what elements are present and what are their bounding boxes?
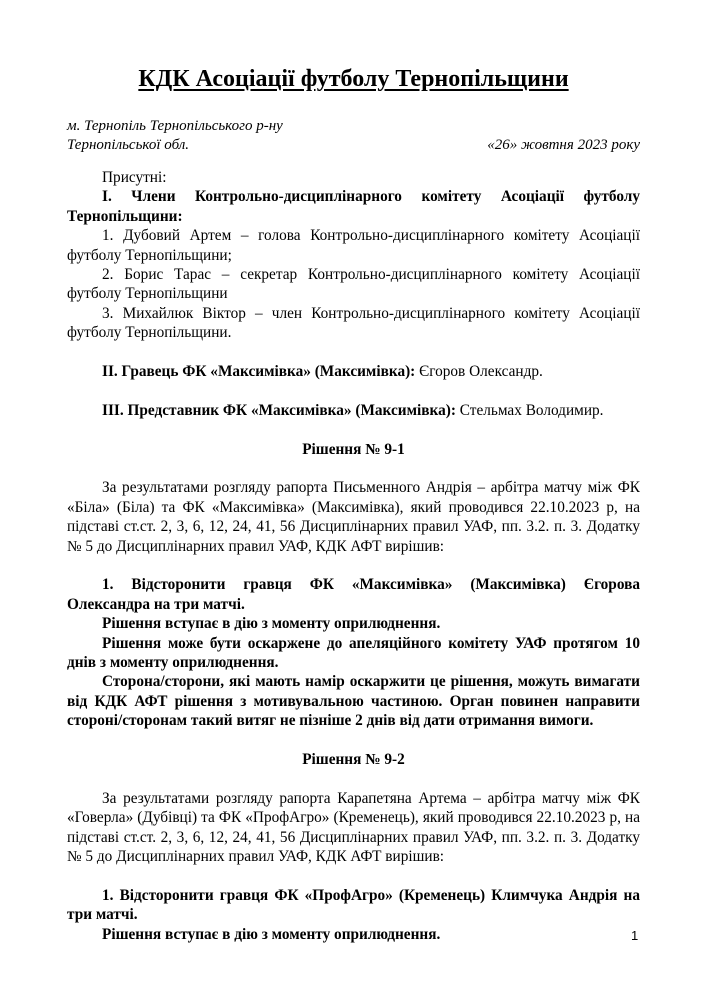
decision-1-effective: Рішення вступає в дію з моменту оприлюднення. [102, 615, 441, 633]
document-body [67, 168, 640, 944]
decision-1-motivation: Сторона/сторони, які мають намір оскаржити це рішення, можуть вимагати від КДК АФТ рішення з мотивувальною частиною. Орган повинен направити стороні/сторонам такий витяг не пізніше 2 днів від дати отримання вимоги. [67, 673, 640, 730]
decision-2-ruling: 1. Відсторонити гравця ФК «ПрофАгро» (Кременець) Климчука Андрія на три матчі. [67, 886, 640, 924]
member-3: 3. Михайлюк Віктор – член Контрольно-дисциплінарного комітету Асоціації футболу Тернопільщини. [67, 304, 640, 342]
section-3-label: III. Представник ФК «Максимівка» (Максимівка): [102, 401, 456, 419]
document-date: «26» жовтня 2023 року [487, 137, 640, 153]
decision-1-heading: Рішення № 9-1 [302, 440, 405, 458]
decision-2-effective: Рішення вступає в дію з моменту оприлюднення. [102, 925, 441, 943]
page-number: 1 [631, 928, 639, 943]
section-2-value: Єгоров Олександр. [419, 363, 543, 381]
member-2: 2. Борис Тарас – секретар Контрольно-дисциплінарного комітету Асоціації футболу Тернопільщини [67, 266, 640, 303]
decision-1-ruling: 1. Відсторонити гравця ФК «Максимівка» (Максимівка) Єгорова Олександра на три матчі. [67, 576, 640, 613]
document-title: КДК Асоціації футболу Тернопільщини [138, 66, 569, 92]
member-1: 1. Дубовий Артем – голова Контрольно-дисциплінарного комітету Асоціації футболу Тернопільщини; [67, 227, 640, 264]
section-1-heading: I. Члени Контрольно-дисциплінарного комітету Асоціації футболу Тернопільщини: [67, 188, 640, 225]
present-label: Присутні: [102, 169, 167, 186]
place-line-1: м. Тернопіль Тернопільського р-ну [67, 118, 283, 134]
section-3-value: Стельмах Володимир. [459, 401, 604, 419]
decision-2-intro: За результатами розгляду рапорта Карапетяна Артема – арбітра матчу між ФК «Говерла» (Дубівці) та ФК «ПрофАгро» (Кременець), який проводився 22.10.2023 р, на підставі ст.ст. 2, 3, 6, 12, 24, 41, 56 Дисциплінарних правил УАФ, пп. 3.2. п. 3. Додатку № 5 до Дисциплінарних правил УАФ, КДК АФТ вирішив: [67, 789, 640, 866]
place-line-2: Тернопільської обл. [67, 137, 190, 153]
place-date-block [67, 117, 640, 155]
section-2-label: II. Гравець ФК «Максимівка» (Максимівка): [102, 363, 416, 381]
decision-2-heading: Рішення № 9-2 [302, 751, 405, 769]
section-3 [67, 401, 640, 420]
decision-1-intro: За результатами розгляду рапорта Письменного Андрія – арбітра матчу між ФК «Біла» (Біла) та ФК «Максимівка» (Максимівка), який проводився 22.10.2023 р, на підставі ст.ст. 2, 3, 6, 12, 24, 41, 56 Дисциплінарних правил УАФ, пп. 3.2. п. 3. Додатку № 5 до Дисциплінарних правил УАФ, КДК АФТ вирішив: [67, 479, 640, 555]
decision-1-appeal: Рішення може бути оскаржене до апеляційного комітету УАФ протягом 10 днів з моменту оприлюднення. [67, 634, 640, 672]
section-2 [67, 362, 640, 381]
